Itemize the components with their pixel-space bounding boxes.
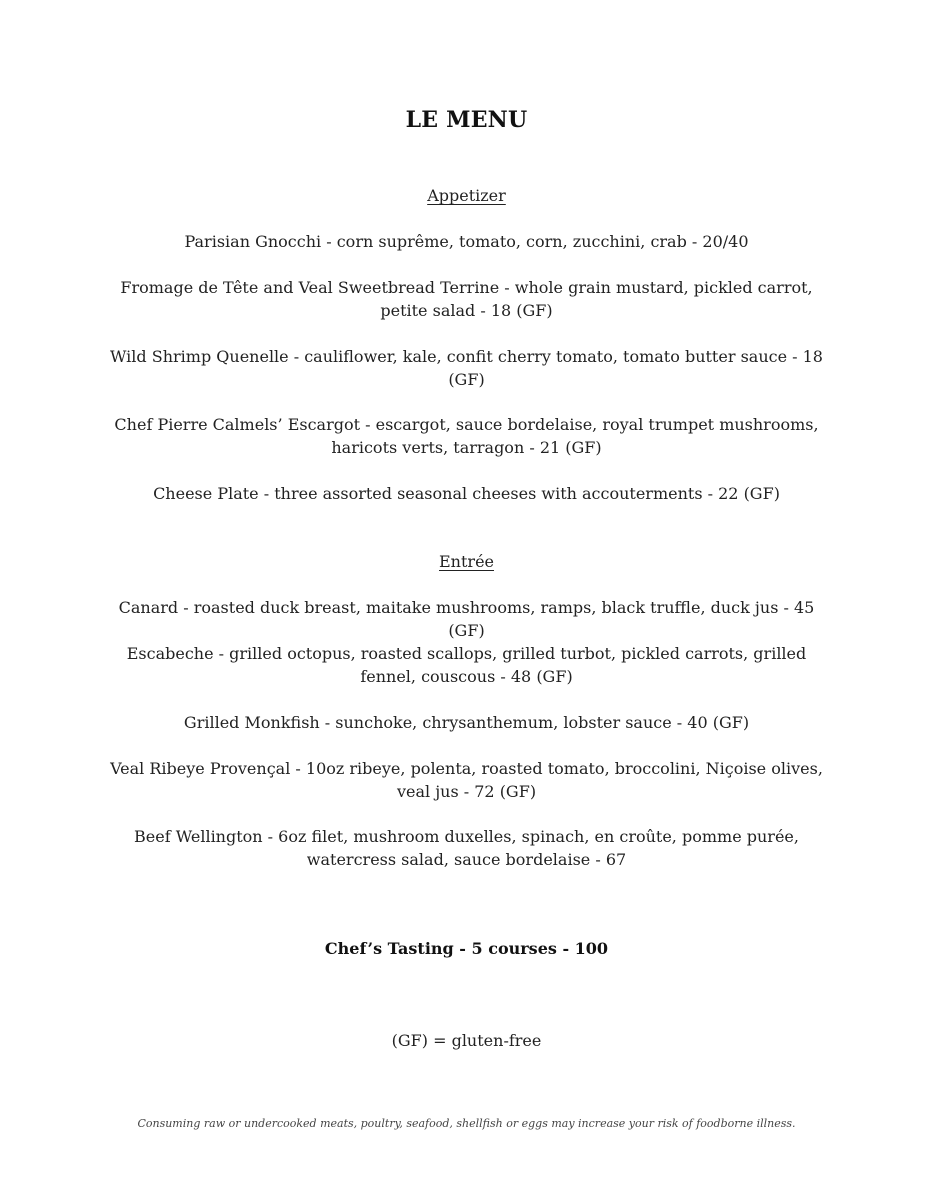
entree-item-canard: Canard - roasted duck breast, maitake mushrooms, ramps, black truffle, duck jus - 45 (GF)	[118, 598, 815, 640]
menu-title: LE MENU	[405, 107, 528, 133]
appetizer-heading: Appetizer	[427, 186, 506, 205]
appetizer-item-gnocchi: Parisian Gnocchi - corn suprême, tomato, corn, zucchini, crab - 20/40	[184, 232, 749, 251]
entree-item-escabeche: Escabeche - grilled octopus, roasted scallops, grilled turbot, pickled carrots, grilled fennel, couscous - 48 (GF)	[126, 644, 807, 686]
chefs-tasting: Chef’s Tasting - 5 courses - 100	[324, 939, 609, 958]
foodborne-illness-disclaimer: Consuming raw or undercooked meats, poultry, seafood, shellfish or eggs may increase your risk of foodborne illness.	[137, 1117, 796, 1130]
appetizer-item-terrine: Fromage de Tête and Veal Sweetbread Terrine - whole grain mustard, pickled carrot, petite salad - 18 (GF)	[120, 278, 813, 320]
entree-item-veal-ribeye: Veal Ribeye Provençal - 10oz ribeye, polenta, roasted tomato, broccolini, Niçoise olives, veal jus - 72 (GF)	[110, 759, 823, 801]
entree-item-monkfish: Grilled Monkfish - sunchoke, chrysanthemum, lobster sauce - 40 (GF)	[183, 713, 750, 732]
entree-item-beef-wellington: Beef Wellington - 6oz filet, mushroom duxelles, spinach, en croûte, pomme purée, watercress salad, sauce bordelaise - 67	[134, 827, 799, 869]
appetizer-item-escargot: Chef Pierre Calmels’ Escargot - escargot, sauce bordelaise, royal trumpet mushrooms, haricots verts, tarragon - 21 (GF)	[114, 415, 819, 457]
entree-heading: Entrée	[439, 552, 494, 571]
appetizer-item-cheese-plate: Cheese Plate - three assorted seasonal cheeses with accouterments - 22 (GF)	[153, 484, 780, 503]
gluten-free-note: (GF) = gluten-free	[391, 1031, 542, 1050]
appetizer-item-shrimp-quenelle: Wild Shrimp Quenelle - cauliflower, kale, confit cherry tomato, tomato butter sauce - 18 (GF)	[110, 347, 823, 389]
